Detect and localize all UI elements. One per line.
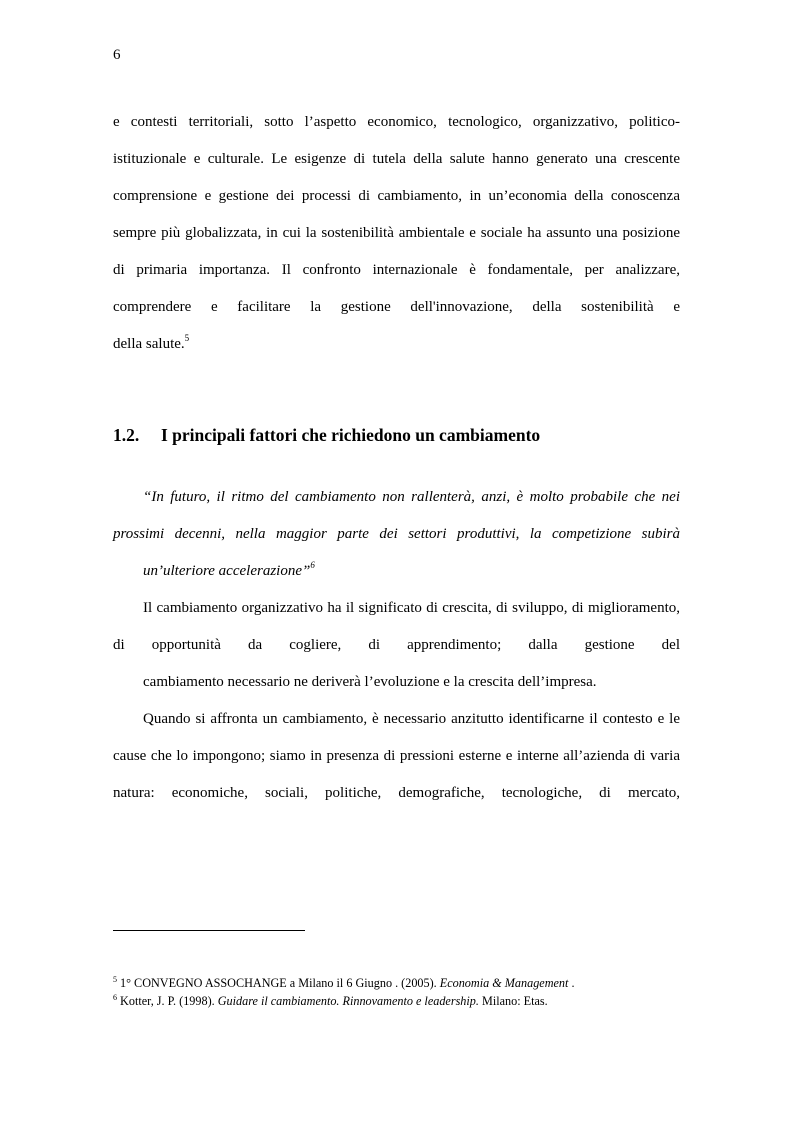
footnote-title: Guidare il cambiamento. Rinnovamento e leadership. (217, 994, 479, 1008)
footnote-ref-5[interactable]: 5 (184, 333, 190, 343)
text-line-last: cambiamento necessario ne deriverà l’evoluzione e la crescita dell’impresa. (143, 674, 597, 690)
footnote-ref-6[interactable]: 6 (310, 560, 315, 570)
text-fragment: un’ulteriore accelerazione” (143, 563, 311, 579)
quotation (113, 479, 680, 590)
paragraph-2 (113, 590, 680, 701)
footnote-number: 5 (113, 975, 117, 984)
text-line: di varia natura: economiche, sociali, politiche, demografiche, tecnologiche, di mercato, (113, 748, 681, 801)
text-line: analizzare, comprendere e facilitare la gestione dell'innovazione, della sostenibilità e (113, 262, 680, 315)
footnote-6 (113, 992, 574, 1010)
footnote-text: . (568, 976, 575, 990)
text-line: istituzionale e culturale. Le esigenze di tutela della salute hanno generato una crescente (113, 151, 680, 167)
text-line: sempre più globalizzata, in cui la sostenibilità ambientale e sociale ha assunto una (113, 225, 618, 241)
footnote-text: Kotter, J. P. (1998). (120, 994, 218, 1008)
section-title: I principali fattori che richiedono un cambiamento (161, 425, 541, 445)
text-line: “In futuro, il ritmo del cambiamento non rallenterà, anzi, è molto probabile che nei (143, 489, 680, 505)
paragraph-1 (113, 104, 680, 363)
footnote-number: 6 (113, 993, 117, 1002)
footnote-title: Economia & Management (439, 976, 569, 990)
footnotes (113, 974, 574, 1010)
footnote-text: Milano: Etas. (478, 994, 548, 1008)
text-line: posizione di primaria importanza. Il confronto internazionale è fondamentale, per (113, 225, 680, 278)
footnote-text: 1° CONVEGNO ASSOCHANGE a Milano il 6 Giugno . (2005). (120, 976, 440, 990)
page-number: 6 (113, 47, 121, 63)
section-heading (113, 425, 540, 446)
text-line: e le cause che lo impongono; siamo in presenza di pressioni esterne e interne all’azienda (113, 711, 681, 764)
text-line: Il cambiamento organizzativo ha il significato di crescita, di sviluppo, di (143, 600, 584, 616)
text-line: e contesti territoriali, sotto l’aspetto economico, tecnologico, organizzativo, politico- (113, 114, 680, 130)
text-line-last (113, 326, 680, 363)
text-line: miglioramento, di opportunità da cogliere, di apprendimento; dalla gestione del (113, 600, 681, 653)
section-number: 1.2. (113, 425, 140, 445)
text-line: comprensione e gestione dei processi di cambiamento, in un’economia della conoscenza (113, 188, 680, 204)
footnote-5 (113, 974, 574, 992)
text-fragment: della salute. (113, 336, 185, 352)
text-line: Quando si affronta un cambiamento, è necessario anzitutto identificarne il contesto (143, 711, 653, 727)
text-line: prossimi decenni, nella maggior parte dei settori produttivi, la competizione subirà (113, 526, 680, 542)
footnote-separator (113, 930, 305, 931)
paragraph-3 (113, 701, 680, 812)
text-line-last (113, 553, 680, 590)
